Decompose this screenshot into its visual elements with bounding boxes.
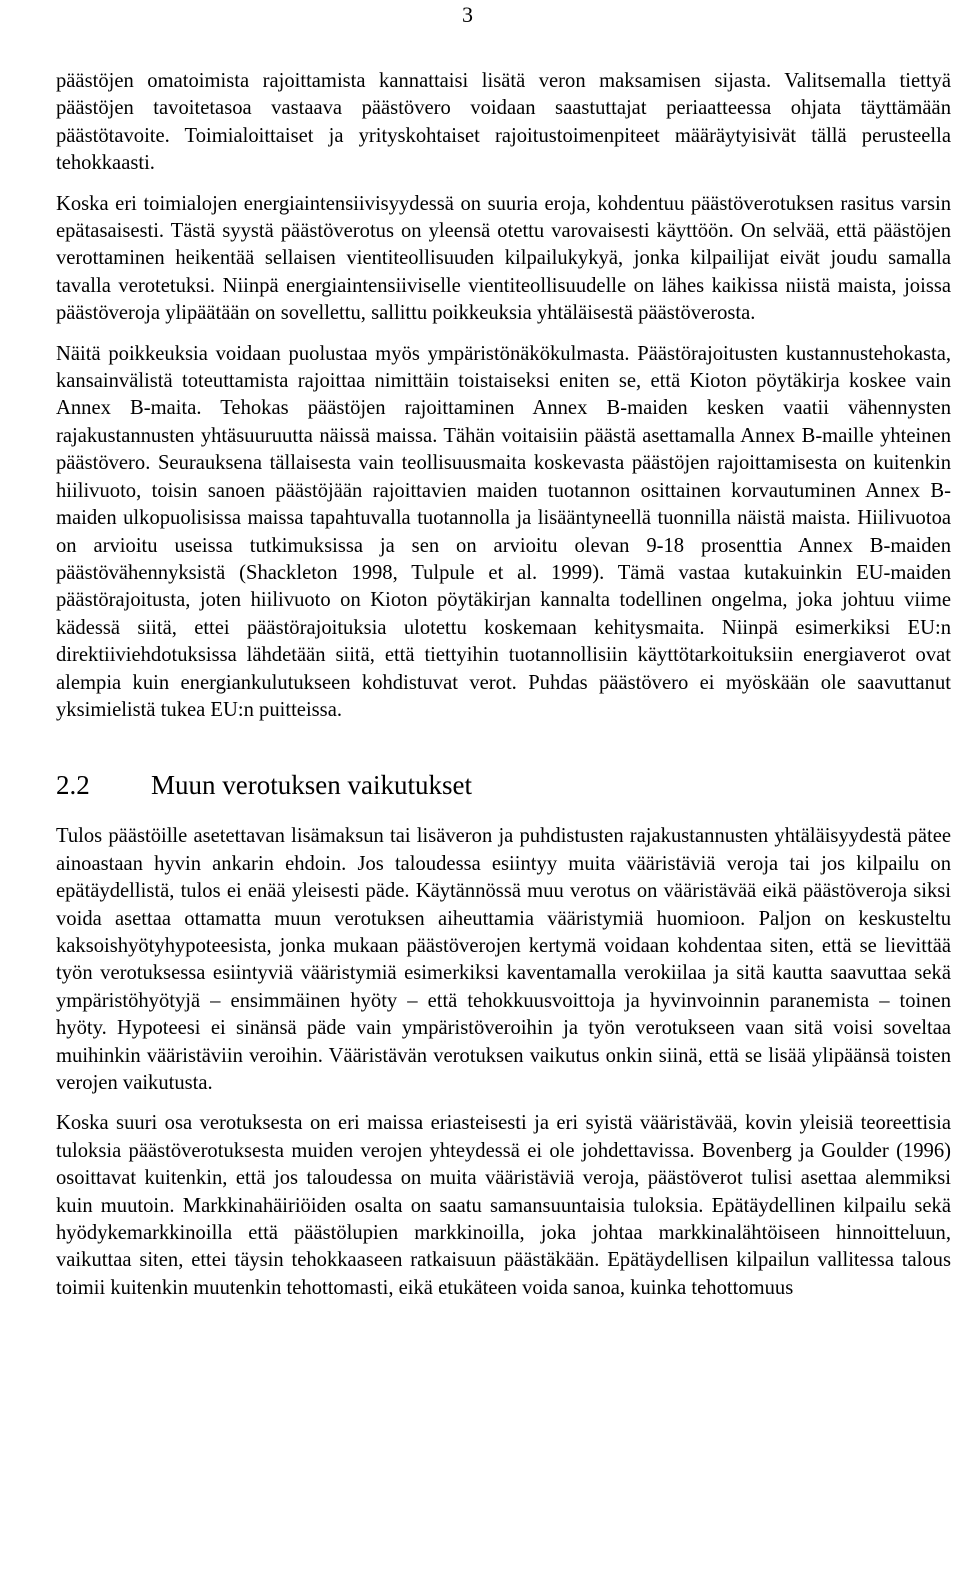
paragraph: Koska eri toimialojen energiaintensiivisyydessä on suuria eroja, kohdentuu päästöverotuksen rasitus varsin epätasaisesti. Tästä syystä päästöverotus on yleensä otettu varovaisesti käyttöön. On selvää, että päästöjen verottaminen heikentää sellaisen vientiteollisuuden kilpailukykyä, jonka kilpailijat eivät joudu samalla tavalla verotetuksi. Niinpä energiaintensiiviselle vientiteollisuudelle on lähes kaikissa niistä maista, joissa päästöveroja ylipäätään on sovellettu, sallittu poikkeuksia yhtäläisestä päästöverosta. (56, 192, 951, 325)
section-heading (56, 769, 951, 801)
paragraph: Koska suuri osa verotuksesta on eri maissa eriasteisesti ja eri syistä vääristävää, kovin yleisiä teoreettisia tuloksia päästöverotuksesta muiden verojen yhteydessä ei ole johdettavissa. Bovenberg ja Goulder (1996) osoittavat kuitenkin, että jos taloudessa on muita vääristäviä veroja, päästöverot tulisi asettaa alemmiksi kuin muutoin. Markkinahäiriöiden osalta on saatu samansuuntaisia tuloksia. Epätäydellinen kilpailu sekä hyödykemarkkinoilla että päästölupien markkinoilla, joka johtaa markkinalähtöiseen hinnoitteluun, vaikuttaa siten, ettei täysin tehokkaaseen ratkaisuun päästäkään. Epätäydellisen kilpailun vallitessa talous toimii kuitenkin muutenkin tehottomasti, eikä etukäteen voida sanoa, kuinka tehottomuus (56, 1112, 951, 1299)
document-body (56, 68, 951, 1302)
paragraph: Tulos päästöille asetettavan lisämaksun tai lisäveron ja puhdistusten rajakustannusten yhtäläisyydestä pätee ainoastaan hyvin ankarin ehdoin. Jos taloudessa esiintyy muita vääristäviä veroja tai jos kilpailu on epätäydellistä, tulos ei enää yleisesti päde. Käytännössä muu verotus on vääristävää eikä päästöveroja siksi voida asettaa ottamatta muun verotuksen aiheuttamia vääristymiä huomioon. Paljon on keskusteltu kaksoishyötyhypoteesista, jonka mukaan päästöverojen kertymä voidaan kohdentaa siten, että se lievittää työn verotuksessa esiintyviä vääristymiä esimerkiksi kaventamalla verokiilaa ja sitä kautta saavuttaa sekä ympäristöhyötyjä – ensimmäinen hyöty – että tehokkuusvoittoja ja hyvinvoinnin paranemista – toinen hyöty. Hypoteesi ei sinänsä päde vain ympäristöveroihin ja työn verotukseen vaan sitä voisi soveltaa muihinkin vääristäviin veroihin. Vääristävän verotuksen vaikutus onkin siinä, että se lisää ylipäänsä toisten verojen vaikutusta. (56, 825, 951, 1094)
section-title: Muun verotuksen vaikutukset (151, 770, 472, 801)
paragraph: Näitä poikkeuksia voidaan puolustaa myös ympäristönäkökulmasta. Päästörajoitusten kustannustehokasta, kansainvälistä toteuttamista rajoittaa nimittäin toistaiseksi eniten se, että Kioton pöytäkirja koskee vain Annex B-maita. Tehokas päästöjen rajoittaminen Annex B-maiden kesken vaatii vähennysten rajakustannusten yhtäsuuruutta näissä maissa. Tähän voitaisiin päästä asettamalla Annex B-maille yhteinen päästövero. Seurauksena tällaisesta vain teollisuusmaita koskevasta päästöjen rajoittamisesta on kuitenkin hiilivuoto, toisin sanoen päästöjään rajoittavien maiden tuotannon osittainen korvautuminen Annex B-maiden ulkopuolisissa maissa tapahtuvalla tuotannolla ja lisääntyneellä tuonnilla näistä maista. Hiilivuotoa on arvioitu useissa tutkimuksissa ja sen on arvioitu olevan 9-18 prosenttia Annex B-maiden päästövähennyksistä (Shackleton 1998, Tulpule et al. 1999). Tämä vastaa kutakuinkin EU-maiden päästörajoitusta, joten hiilivuoto on Kioton pöytäkirjan kannalta todellinen ongelma, joka johtuu viime kädessä siitä, ettei päästörajoituksia ulotettu koskemaan kehitysmaita. Niinpä esimerkiksi EU:n direktiiviehdotuksissa lähdetään siitä, että tiettyihin tuotannollisiin käyttötarkoituksiin energiaverot ovat alempia kuin energiankulutukseen kohdistuvat verot. Puhdas päästövero ei myöskään ole saavuttanut yksimielistä tukea EU:n puitteissa. (56, 342, 951, 721)
page-number: 3 (462, 2, 473, 27)
section-number: 2.2 (56, 770, 90, 801)
paragraph: päästöjen omatoimista rajoittamista kannattaisi lisätä veron maksamisen sijasta. Valitsemalla tiettyä päästöjen tavoitetasoa vastaava päästövero voidaan saastuttajat periaatteessa ohjata täyttämään päästötavoite. Toimialoittaiset ja yrityskohtaiset rajoitustoimenpiteet määräytyisivät tällä perusteella tehokkaasti. (56, 70, 951, 175)
